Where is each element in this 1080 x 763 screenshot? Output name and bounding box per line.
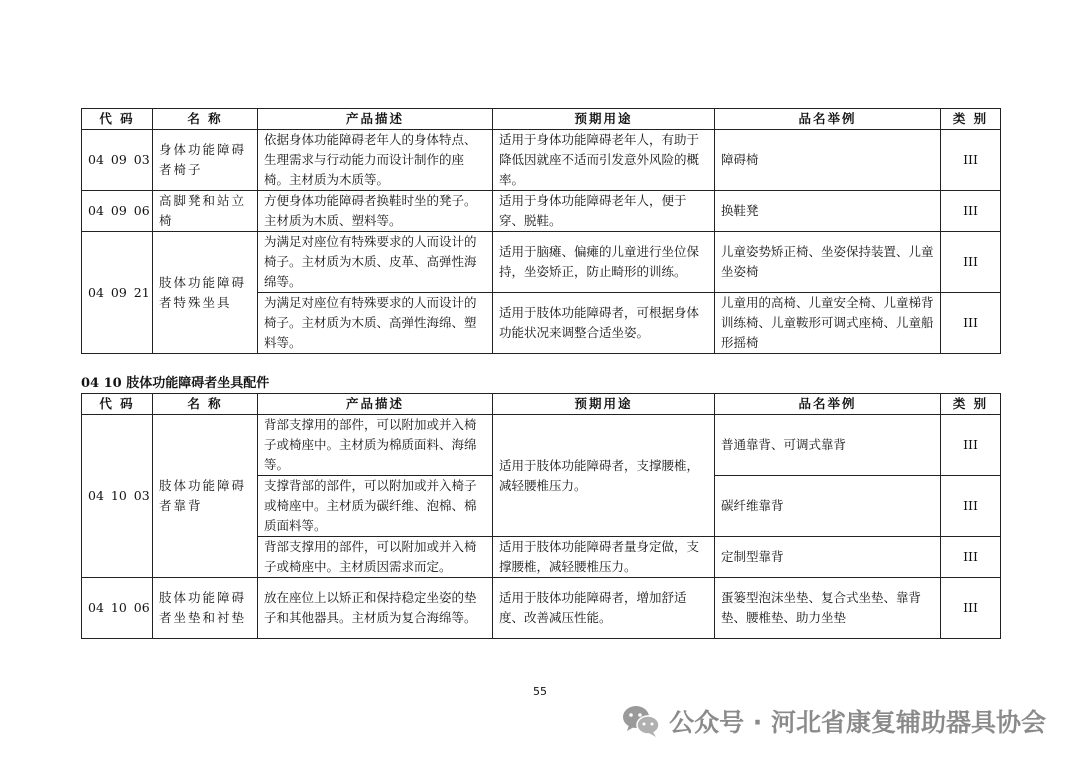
- row-category: III: [941, 537, 1001, 578]
- row-name: 肢体功能障碍者靠背: [153, 415, 258, 578]
- row-example: 障碍椅: [715, 130, 941, 191]
- header-example: 品名举例: [715, 394, 941, 415]
- row-use: 适用于肢体功能障碍者，增加舒适度、改善减压性能。: [493, 578, 715, 639]
- header-use: 预期用途: [493, 109, 715, 130]
- table-row: [82, 232, 1001, 293]
- row-category: III: [941, 578, 1001, 639]
- header-example: 品名举例: [715, 109, 941, 130]
- header-use: 预期用途: [493, 394, 715, 415]
- header-name: 名 称: [153, 109, 258, 130]
- row-use: 适用于肢体功能障碍者，可根据身体功能状况来调整合适坐姿。: [493, 293, 715, 354]
- row-category: III: [941, 293, 1001, 354]
- watermark-text: 公众号 · 河北省康复辅助器具协会: [669, 708, 1046, 737]
- header-desc: 产品描述: [258, 394, 493, 415]
- table-row: [82, 130, 1001, 191]
- product-table-0409: [81, 108, 1001, 354]
- table-row: [82, 578, 1001, 639]
- row-use: 适用于脑瘫、偏瘫的儿童进行坐位保持，坐姿矫正，防止畸形的训练。: [493, 232, 715, 293]
- row-category: III: [941, 476, 1001, 537]
- table-header-row: [82, 394, 1001, 415]
- row-example: 碳纤维靠背: [715, 476, 941, 537]
- table-row: [82, 415, 1001, 476]
- row-desc: 为满足对座位有特殊要求的人而设计的椅子。主材质为木质、皮革、高弹性海绵等。: [258, 232, 493, 293]
- table-row: [82, 191, 1001, 232]
- row-use: 适用于身体功能障碍老年人，有助于降低因就座不适而引发意外风险的概率。: [493, 130, 715, 191]
- row-use: 适用于肢体功能障碍者量身定做，支撑腰椎，减轻腰椎压力。: [493, 537, 715, 578]
- row-name: 肢体功能障碍者坐垫和衬垫: [153, 578, 258, 639]
- row-example: 换鞋凳: [715, 191, 941, 232]
- header-category: 类 别: [941, 109, 1001, 130]
- row-desc: 背部支撑用的部件，可以附加或并入椅子或椅座中。主材质为棉质面料、海绵等。: [258, 415, 493, 476]
- row-desc: 支撑背部的部件，可以附加或并入椅子或椅座中。主材质为碳纤维、泡棉、棉质面料等。: [258, 476, 493, 537]
- header-code: 代 码: [82, 109, 153, 130]
- row-category: III: [941, 415, 1001, 476]
- row-desc: 为满足对座位有特殊要求的人而设计的椅子。主材质为木质、高弹性海绵、塑料等。: [258, 293, 493, 354]
- row-name: 肢体功能障碍者特殊坐具: [153, 232, 258, 354]
- row-name: 身体功能障碍者椅子: [153, 130, 258, 191]
- row-example: 儿童姿势矫正椅、坐姿保持装置、儿童坐姿椅: [715, 232, 941, 293]
- watermark: [621, 703, 1046, 739]
- row-code: 04 09 03: [82, 130, 153, 191]
- header-code: 代 码: [82, 394, 153, 415]
- row-category: III: [941, 130, 1001, 191]
- row-code: 04 09 06: [82, 191, 153, 232]
- header-name: 名 称: [153, 394, 258, 415]
- page-number: 55: [533, 685, 547, 698]
- product-table-0410: [81, 393, 1001, 639]
- section-title: 04 10 肢体功能障碍者坐具配件: [81, 376, 270, 391]
- row-use: 适用于身体功能障碍老年人，便于穿、脱鞋。: [493, 191, 715, 232]
- row-desc: 放在座位上以矫正和保持稳定坐姿的垫子和其他器具。主材质为复合海绵等。: [258, 578, 493, 639]
- row-name: 高脚凳和站立椅: [153, 191, 258, 232]
- row-example: 儿童用的高椅、儿童安全椅、儿童梯背训练椅、儿童鞍形可调式座椅、儿童船形摇椅: [715, 293, 941, 354]
- table-header-row: [82, 109, 1001, 130]
- row-code: 04 09 21: [82, 232, 153, 354]
- row-category: III: [941, 232, 1001, 293]
- row-use: 适用于肢体功能障碍者，支撑腰椎，减轻腰椎压力。: [493, 415, 715, 537]
- row-example: 普通靠背、可调式靠背: [715, 415, 941, 476]
- row-code: 04 10 06: [82, 578, 153, 639]
- header-desc: 产品描述: [258, 109, 493, 130]
- row-desc: 依据身体功能障碍老年人的身体特点、生理需求与行动能力而设计制作的座椅。主材质为木质等。: [258, 130, 493, 191]
- row-desc: 背部支撑用的部件，可以附加或并入椅子或椅座中。主材质因需求而定。: [258, 537, 493, 578]
- row-desc: 方便身体功能障碍者换鞋时坐的凳子。主材质为木质、塑料等。: [258, 191, 493, 232]
- header-category: 类 别: [941, 394, 1001, 415]
- row-category: III: [941, 191, 1001, 232]
- wechat-icon: [621, 704, 661, 738]
- row-code: 04 10 03: [82, 415, 153, 578]
- row-example: 蛋篓型泡沫坐垫、复合式坐垫、靠背垫、腰椎垫、助力坐垫: [715, 578, 941, 639]
- row-example: 定制型靠背: [715, 537, 941, 578]
